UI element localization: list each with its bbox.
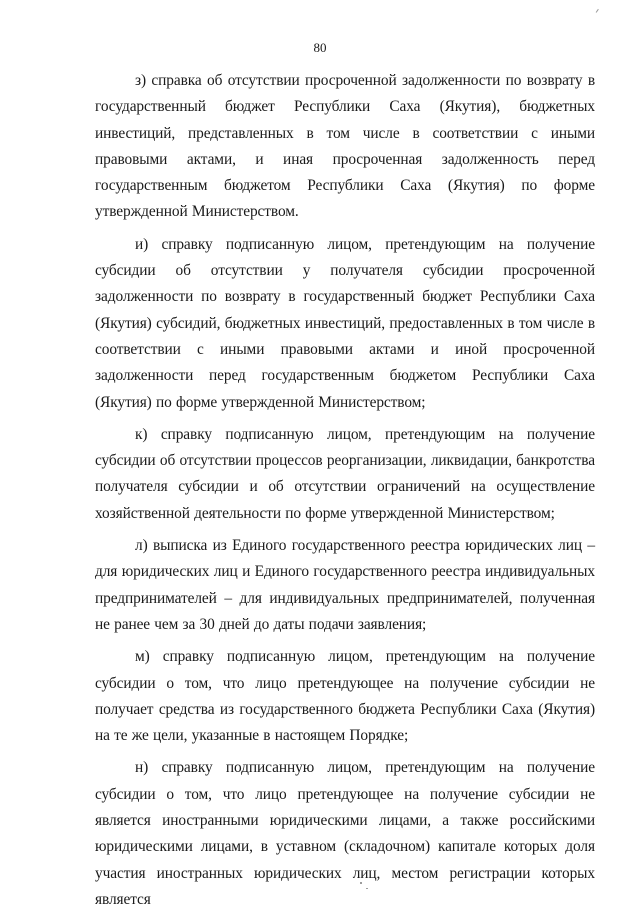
paragraph-m: м) справку подписанную лицом, претендующим на получение субсидии о том, что лицо претендующее на получение субсидии не получает средства из государственного бюджета Республики Саха (Якутия) на те же цели, указанные в настоящем Порядке; [95,648,595,745]
scan-speck [366,888,368,889]
scan-speck [360,882,362,884]
document-body [95,68,595,908]
paragraph-k: к) справку подписанную лицом, претендующим на получение субсидии об отсутствии процессов реорганизации, ликвидации, банкротства получателя субсидии и об отсутствии ограничений на осуществление хозяйственной деятельности по форме утвержденной Министерством; [95,425,595,522]
paragraph-l: л) выписка из Единого государственного реестра юридических лиц – для юридических лиц и Единого государственного реестра индивидуальных предпринимателей – для индивидуальных предпринимателей, полученная не ранее чем за 30 дней до даты подачи заявления; [95,537,595,633]
paragraph-z: з) справка об отсутствии просроченной задолженности по возврату в государственный бюджет Республики Саха (Якутия), бюджетных инвестиций, представленных в том числе в соответствии с иными правовыми актами, и иная просроченная задолженность перед государственным бюджетом Республики Саха (Якутия) по форме утвержденной Министерством. [95,72,595,221]
paragraph-n: н) справку подписанную лицом, претендующим на получение субсидии о том, что лицо претендующее на получение субсидии не является иностранными юридическими лицами, а также российскими юридическими лицами, в уставном (складочном) капитале которых доля участия иностранных юридических лиц, местом регистрации которых является [95,759,595,908]
paragraph-i: и) справку подписанную лицом, претендующим на получение субсидии об отсутствии у получателя субсидии просроченной задолженности по возврату в государственный бюджет Республики Саха (Якутия) субсидий, бюджетных инвестиций, предоставленных в том числе в соответствии с иными правовыми актами и иной просроченной задолженности перед государственным бюджетом Республики Саха (Якутия) по форме утвержденной Министерством; [95,235,595,411]
scan-mark [593,7,599,13]
page-number: 80 [313,40,327,55]
